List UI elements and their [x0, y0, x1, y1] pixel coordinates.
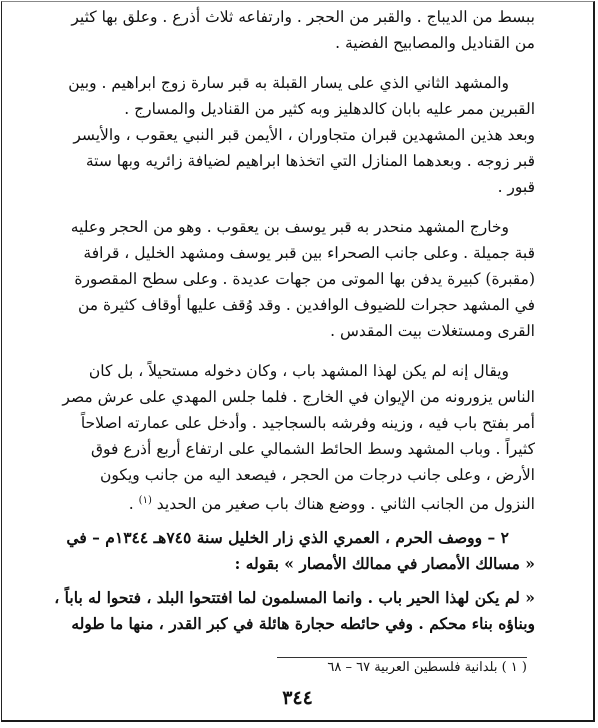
text-line: ٢ – ووصف الحرم ، العمري الذي زار الخليل سنة ٧٤٥هـ ١٣٤٤م – في [66, 528, 509, 548]
text-line: وخارج المشهد منحدر به قبر يوسف بن يعقوب . وهو من الحجر وعليه [70, 218, 509, 236]
text-line: والمشهد الثاني الذي على يسار القبلة به قبر سارة زوج ابراهيم . وبين [68, 74, 509, 92]
paragraph-2 [16, 70, 535, 200]
footnote: ( ١ ) بلدانية فلسطين العربية ٦٧ – ٦٨ [327, 660, 527, 675]
text-line: القرى ومستغلات بيت المقدس . [330, 322, 535, 340]
book-page [1, 1, 595, 722]
text-line: القبرين ممر عليه بابان كالدهليز وبه كثير من القناديل والمسارج . [124, 100, 535, 118]
text-line: في المشهد حجرات للضيوف الوافدين . وقد وُقف عليها أوقاف كثيرة من [77, 296, 535, 314]
text-line: « لم يكن لهذا الحير باب . وانما المسلمون لما افتتحوا البلد ، فتحوا له باباً ، [54, 588, 535, 608]
footnote-divider [277, 657, 527, 658]
text-line: ببسط من الديباج . والقبر من الحجر . وارتفاعه ثلاث أذرع . وعلق بها كثير [71, 8, 535, 26]
text-line: قبور . [497, 178, 535, 196]
body-text [16, 4, 535, 637]
text-line: وبعد هذين المشهدين قبران متجاوران ، الأيمن قبر النبي يعقوب ، والأيسر [73, 126, 535, 144]
text-line: قبر زوجه . وبعدهما المنازل التي اتخذها ابراهيم لضيافة زائريه وبها ستة [85, 152, 535, 170]
paragraph-1 [16, 4, 535, 56]
text-line: الناس يزورونه من الإيوان في الخارج . فلما جلس المهدي على عرش مصر [62, 388, 535, 406]
paragraph-3 [16, 214, 535, 344]
text-fragment: النزول من الجانب الثاني . ووضع هناك باب صغير من الحديد [156, 495, 535, 514]
text-line: النزول من الجانب الثاني . ووضع هناك باب صغير من الحديد $^{(١)}$ . [128, 495, 535, 514]
text-line: كثيراً . وباب المشهد وسط الحائط الشمالي على ارتفاع أربع أذرع فوق [90, 440, 535, 458]
text-line: الأرض ، وعلى جانب درجات من الحجر ، فيصعد اليه من جانب ويكون [100, 466, 535, 484]
text-line: « مسالك الأمصار في ممالك الأمصار » بقوله : [234, 554, 535, 574]
section-2-heading [16, 525, 535, 577]
footnote-marker: (١) [138, 495, 152, 506]
paragraph-4 [16, 358, 535, 517]
text-line: (مقبرة) كبيرة يدفن بها الموتى من جهات عديدة . وعلى سطح المقصورة [74, 270, 535, 288]
text-line: أمر بفتح باب فيه ، وزينه وفرشه بالسجاجيد . وأدخل على عمارته اصلاحاً [80, 414, 535, 432]
quotation [16, 585, 535, 637]
page-number: ٣٤٤ [282, 687, 313, 709]
text-line: من القناديل والمصابيح الفضية . [335, 34, 535, 52]
text-line: وبناؤه بناء محكم . وفي حائطه حجارة هائلة في كبر القدر ، منها ما طوله [71, 614, 535, 634]
text-line: ويقال إنه لم يكن لهذا المشهد باب ، وكان دخوله مستحيلاً ، بل كان [88, 362, 509, 380]
text-line: قبة جميلة . وعلى جانب الصحراء بين قبر يوسف ومشهد الخليل ، قرافة [83, 244, 535, 262]
